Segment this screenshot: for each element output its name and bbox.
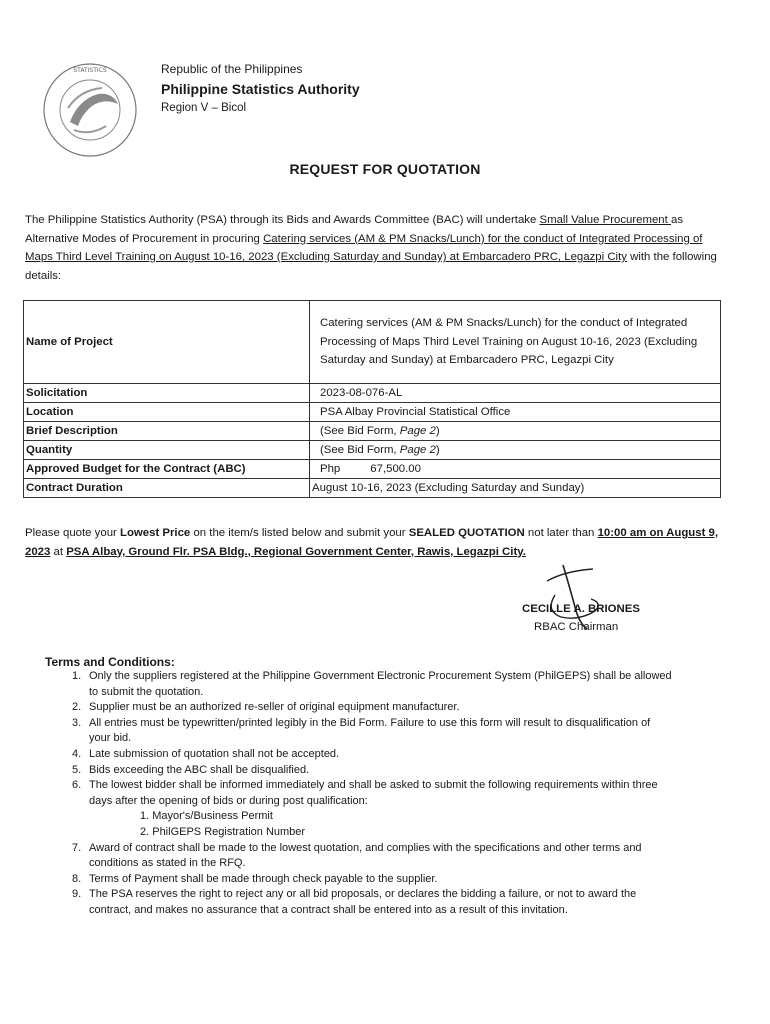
term-number: 6. [72,779,82,792]
list-item [72,872,672,888]
letterhead [161,62,360,114]
table-row [24,441,721,460]
abc-value [310,460,721,479]
quantity-value [310,441,721,460]
please-text-1: Please quote your [25,527,120,539]
solicitation-value: 2023-08-076-AL [310,384,721,403]
abc-label: Approved Budget for the Contract (ABC) [24,460,310,479]
term-text: The lowest bidder shall be informed immediately and shall be asked to submit the following requirements within three days after the opening of bids or during post qualification: [89,779,658,807]
requirement-item: 1. Mayor's/Business Permit [140,810,273,823]
table-row [24,479,721,498]
submission-instructions [25,524,735,561]
table-row [24,301,721,384]
lowest-price-emphasis: Lowest Price [120,527,191,539]
location-label: Location [24,403,310,422]
table-row [24,460,721,479]
name-of-project-value: Catering services (AM & PM Snacks/Lunch) for the conduct of Integrated Processing of Maps Third Level Training on August 10-16, 2023 (Excluding Saturday and Sunday) at Embarcadero PRC, Legazpi City [310,301,721,384]
terms-list [72,669,672,919]
quantity-page-ref: Page 2 [399,444,436,456]
contract-duration-label: Contract Duration [24,479,310,498]
brief-description-label: Brief Description [24,422,310,441]
brief-page-ref: Page 2 [399,425,436,437]
abc-currency: Php [320,463,341,475]
table-row [24,384,721,403]
term-text: Award of contract shall be made to the lowest quotation, and complies with the specifications and other terms and conditions as stated in the RFQ. [89,841,642,870]
intro-text-2: as Alternative Modes of Procurement in procuring [25,214,684,245]
list-item [72,778,672,809]
signatory-position: RBAC Chairman [534,621,619,633]
list-item [72,763,672,779]
quantity-close: ) [435,444,440,456]
region-line: Region V – Bicol [161,102,247,114]
term-text: The PSA reserves the right to reject any or all bid proposals, or declares the bidding a failure, or not to award the contract, and makes no assurance that a contract shall be entered into as a result of this invitation. [89,888,637,916]
procurement-mode: Small Value Procurement [539,214,671,226]
list-item [72,747,672,763]
abc-amount: 67,500.00 [370,463,421,475]
term-text: Supplier must be an authorized re-seller of original equipment manufacturer. [89,701,460,714]
intro-text-1: The Philippine Statistics Authority (PSA) through its Bids and Awards Committee (BAC) will undertake [25,214,540,226]
table-row [24,422,721,441]
submission-venue: PSA Albay, Ground Flr. PSA Bldg., Regional Government Center, Rawis, Legazpi City. [66,545,526,558]
term-number: 4. [72,747,82,760]
term-text: Terms of Payment shall be made through check payable to the supplier. [89,872,438,885]
intro-text-3: with the following details: [25,251,717,282]
submission-deadline: 10:00 am on August 9, 2023 [25,527,719,558]
term-text: Late submission of quotation shall not be accepted. [89,747,340,760]
term-text: Only the suppliers registered at the Philippine Government Electronic Procurement System (PhilGEPS) shall be allowed to submit the quotation. [89,670,672,698]
table-row [24,403,721,422]
please-text-4: at [50,545,67,558]
document-title: REQUEST FOR QUOTATION [289,161,481,177]
requirement-item: 2. PhilGEPS Registration Number [140,825,306,838]
term-text: All entries must be typewritten/printed legibly in the Bid Form. Failure to use this form will result to disqualification of your bid. [89,716,651,745]
brief-close: ) [435,425,440,437]
project-details-table [23,300,721,498]
quantity-label: Quantity [24,441,310,460]
list-item [72,887,672,918]
term-number: 2. [72,701,82,714]
location-value: PSA Albay Provincial Statistical Office [310,403,721,422]
svg-text:STATISTICS: STATISTICS [73,67,107,74]
terms-heading: Terms and Conditions: [45,655,175,669]
intro-paragraph [25,211,725,285]
psa-seal-logo [40,60,140,160]
list-item [72,841,672,872]
term-number: 7. [72,841,82,854]
list-item [72,700,672,716]
list-item [72,716,672,747]
brief-description-value [310,422,721,441]
solicitation-label: Solicitation [24,384,310,403]
republic-line: Republic of the Philippines [161,62,303,76]
quantity-text: (See Bid Form, [320,444,400,456]
term-number: 5. [72,763,82,776]
term-number: 3. [72,716,82,729]
agency-name: Philippine Statistics Authority [161,81,360,97]
project-name-inline: Catering services (AM & PM Snacks/Lunch) for the conduct of Integrated Processing of Maps Third Level Training on August 10-16, 2023 (Excluding Saturday and Sunday) at Embarcadero PRC, Legazpi City [25,232,703,263]
term-number: 9. [72,888,82,901]
term-number: 1. [72,670,82,682]
term-text: Bids exceeding the ABC shall be disqualified. [89,763,310,776]
term-number: 8. [72,872,82,885]
sealed-quotation-emphasis: SEALED QUOTATION [408,527,525,539]
please-text-2: on the item/s listed below and submit your [190,527,409,539]
list-item [72,669,672,700]
name-of-project-label: Name of Project [24,301,310,384]
please-text-3: not later than [524,527,598,539]
signatory-name: CECILLE A. BRIONES [522,603,640,615]
contract-duration-value: August 10-16, 2023 (Excluding Saturday and Sunday) [310,479,721,498]
brief-text: (See Bid Form, [320,425,400,437]
